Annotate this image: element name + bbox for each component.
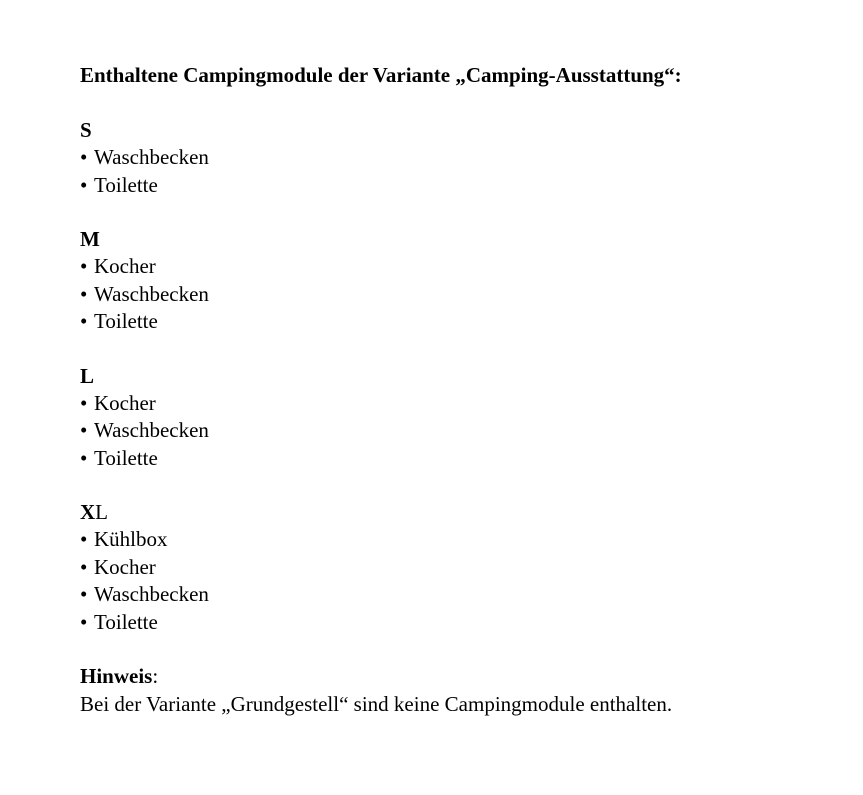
group-heading (80, 498, 840, 526)
bullet-icon: • (80, 527, 88, 551)
list-item (80, 445, 840, 473)
list-item-label: Kühlbox (94, 527, 168, 551)
document (80, 60, 840, 718)
list-item-label: Kocher (94, 254, 156, 278)
group-heading-bold: S (80, 118, 92, 142)
list-item-label: Waschbecken (94, 582, 209, 606)
module-group-m (80, 225, 840, 336)
list-item-label: Toilette (94, 609, 158, 634)
bullet-icon: • (80, 609, 88, 634)
bullet-icon: • (80, 281, 88, 306)
bullet-icon: • (80, 582, 88, 606)
note-heading-rest: : (152, 664, 159, 688)
bullet-icon: • (80, 554, 88, 579)
module-group-l (80, 362, 840, 473)
group-heading (80, 116, 840, 144)
note-text: Bei der Variante „Grundgestell“ sind keine Campingmodule enthalten. (80, 692, 673, 716)
list-item (80, 172, 840, 200)
list-item-label: Waschbecken (94, 145, 209, 169)
group-heading-bold: L (80, 363, 95, 388)
list-item-label: Kocher (94, 390, 156, 415)
list-item (80, 281, 840, 309)
list-item-label: Toilette (94, 172, 158, 197)
list-item (80, 554, 840, 582)
group-heading (80, 225, 840, 253)
bullet-icon: • (80, 145, 88, 169)
module-group-xl (80, 498, 840, 636)
module-list (80, 253, 840, 336)
module-list (80, 144, 840, 199)
list-item (80, 253, 840, 281)
list-item-label: Waschbecken (94, 418, 209, 442)
list-item (80, 609, 840, 637)
list-item (80, 308, 840, 336)
group-heading-bold: M (80, 227, 100, 251)
list-item (80, 417, 840, 445)
bullet-icon: • (80, 309, 88, 333)
module-group-s (80, 116, 840, 199)
bullet-icon: • (80, 390, 88, 415)
group-heading-rest: L (95, 500, 108, 524)
document-title: Enthaltene Campingmodule der Variante „Camping-Ausstattung“: (80, 63, 682, 87)
note-heading-bold: Hinweis (80, 664, 153, 688)
list-item-label: Toilette (94, 445, 158, 470)
list-item (80, 390, 840, 418)
note-section (80, 662, 840, 718)
group-heading-bold: X (80, 500, 96, 524)
note-heading (80, 662, 840, 690)
list-item (80, 144, 840, 172)
bullet-icon: • (80, 172, 88, 197)
bullet-icon: • (80, 254, 88, 278)
list-item-label: Toilette (94, 309, 158, 333)
bullet-icon: • (80, 445, 88, 470)
list-item-label: Waschbecken (94, 281, 209, 306)
list-item-label: Kocher (94, 554, 156, 579)
module-list (80, 390, 840, 473)
module-list (80, 526, 840, 636)
list-item (80, 526, 840, 554)
list-item (80, 581, 840, 609)
bullet-icon: • (80, 418, 88, 442)
group-heading (80, 362, 840, 390)
